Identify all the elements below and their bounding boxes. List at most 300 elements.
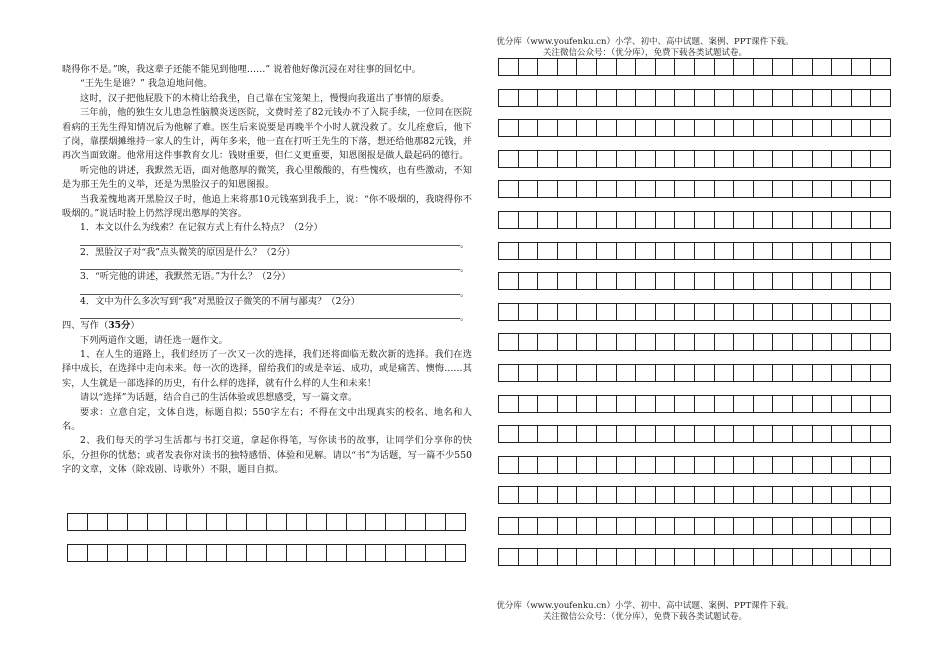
grid-cell[interactable] [675, 426, 695, 443]
grid-cell[interactable] [538, 151, 558, 168]
grid-cell[interactable] [695, 487, 715, 504]
grid-cell[interactable] [108, 545, 128, 562]
grid-cell[interactable] [636, 90, 656, 107]
grid-cell[interactable] [675, 334, 695, 351]
grid-cell[interactable] [852, 90, 872, 107]
grid-cell[interactable] [871, 457, 891, 474]
grid-cell[interactable] [597, 396, 617, 413]
grid-cell[interactable] [499, 90, 519, 107]
grid-cell[interactable] [499, 151, 519, 168]
grid-cell[interactable] [754, 396, 774, 413]
grid-cell[interactable] [813, 273, 833, 290]
grid-cell[interactable] [558, 151, 578, 168]
grid-cell[interactable] [597, 181, 617, 198]
grid-cell[interactable] [577, 549, 597, 566]
grid-cell[interactable] [617, 90, 637, 107]
grid-cell[interactable] [558, 243, 578, 260]
grid-cell[interactable] [519, 243, 539, 260]
grid-cell[interactable] [597, 243, 617, 260]
grid-cell[interactable] [852, 273, 872, 290]
grid-cell[interactable] [519, 365, 539, 382]
grid-cell[interactable] [754, 304, 774, 321]
grid-cell[interactable] [446, 514, 466, 531]
grid-cell[interactable] [754, 365, 774, 382]
grid-cell[interactable] [715, 365, 735, 382]
grid-cell[interactable] [832, 396, 852, 413]
grid-cell[interactable] [754, 181, 774, 198]
grid-cell[interactable] [773, 518, 793, 535]
grid-cell[interactable] [558, 334, 578, 351]
grid-cell[interactable] [519, 457, 539, 474]
grid-cell[interactable] [871, 304, 891, 321]
grid-cell[interactable] [617, 243, 637, 260]
grid-cell[interactable] [695, 518, 715, 535]
grid-cell[interactable] [538, 487, 558, 504]
writing-grid-row[interactable] [67, 544, 466, 562]
grid-cell[interactable] [577, 334, 597, 351]
grid-cell[interactable] [871, 212, 891, 229]
grid-cell[interactable] [715, 487, 735, 504]
grid-cell[interactable] [675, 59, 695, 76]
grid-cell[interactable] [734, 181, 754, 198]
grid-cell[interactable] [538, 90, 558, 107]
grid-cell[interactable] [793, 396, 813, 413]
grid-cell[interactable] [852, 212, 872, 229]
grid-cell[interactable] [813, 120, 833, 137]
grid-cell[interactable] [577, 487, 597, 504]
grid-cell[interactable] [558, 457, 578, 474]
writing-grid-row[interactable] [67, 513, 466, 531]
grid-cell[interactable] [577, 90, 597, 107]
grid-cell[interactable] [754, 243, 774, 260]
grid-cell[interactable] [577, 181, 597, 198]
grid-cell[interactable] [656, 334, 676, 351]
grid-cell[interactable] [832, 273, 852, 290]
grid-cell[interactable] [577, 457, 597, 474]
grid-cell[interactable] [499, 243, 519, 260]
grid-cell[interactable] [734, 334, 754, 351]
grid-cell[interactable] [538, 212, 558, 229]
grid-cell[interactable] [597, 457, 617, 474]
grid-cell[interactable] [128, 545, 148, 562]
grid-cell[interactable] [793, 243, 813, 260]
grid-cell[interactable] [813, 396, 833, 413]
grid-cell[interactable] [307, 514, 327, 531]
grid-cell[interactable] [656, 59, 676, 76]
grid-cell[interactable] [519, 273, 539, 290]
grid-cell[interactable] [754, 273, 774, 290]
grid-cell[interactable] [715, 90, 735, 107]
grid-cell[interactable] [267, 545, 287, 562]
grid-cell[interactable] [597, 426, 617, 443]
grid-cell[interactable] [695, 59, 715, 76]
grid-cell[interactable] [519, 396, 539, 413]
grid-cell[interactable] [499, 487, 519, 504]
grid-cell[interactable] [754, 59, 774, 76]
grid-cell[interactable] [519, 304, 539, 321]
grid-cell[interactable] [597, 365, 617, 382]
grid-cell[interactable] [656, 304, 676, 321]
grid-cell[interactable] [754, 487, 774, 504]
grid-cell[interactable] [734, 120, 754, 137]
grid-cell[interactable] [406, 514, 426, 531]
writing-grid-row[interactable] [498, 456, 891, 474]
writing-grid-row[interactable] [498, 425, 891, 443]
grid-cell[interactable] [871, 273, 891, 290]
grid-cell[interactable] [656, 426, 676, 443]
grid-cell[interactable] [871, 549, 891, 566]
grid-cell[interactable] [617, 334, 637, 351]
grid-cell[interactable] [852, 304, 872, 321]
grid-cell[interactable] [734, 151, 754, 168]
grid-cell[interactable] [695, 334, 715, 351]
grid-cell[interactable] [187, 514, 207, 531]
grid-cell[interactable] [636, 396, 656, 413]
grid-cell[interactable] [558, 365, 578, 382]
grid-cell[interactable] [597, 304, 617, 321]
grid-cell[interactable] [754, 151, 774, 168]
writing-grid-row[interactable] [498, 303, 891, 321]
grid-cell[interactable] [148, 514, 168, 531]
grid-cell[interactable] [519, 59, 539, 76]
grid-cell[interactable] [793, 212, 813, 229]
grid-cell[interactable] [558, 120, 578, 137]
grid-cell[interactable] [715, 120, 735, 137]
grid-cell[interactable] [773, 212, 793, 229]
grid-cell[interactable] [832, 90, 852, 107]
grid-cell[interactable] [577, 518, 597, 535]
grid-cell[interactable] [499, 549, 519, 566]
grid-cell[interactable] [695, 365, 715, 382]
grid-cell[interactable] [597, 273, 617, 290]
grid-cell[interactable] [793, 59, 813, 76]
grid-cell[interactable] [636, 487, 656, 504]
grid-cell[interactable] [813, 304, 833, 321]
grid-cell[interactable] [773, 90, 793, 107]
grid-cell[interactable] [852, 487, 872, 504]
grid-cell[interactable] [675, 365, 695, 382]
grid-cell[interactable] [871, 396, 891, 413]
grid-cell[interactable] [558, 59, 578, 76]
grid-cell[interactable] [499, 396, 519, 413]
grid-cell[interactable] [734, 518, 754, 535]
grid-cell[interactable] [852, 457, 872, 474]
grid-cell[interactable] [538, 120, 558, 137]
grid-cell[interactable] [832, 334, 852, 351]
grid-cell[interactable] [852, 396, 872, 413]
grid-cell[interactable] [636, 518, 656, 535]
grid-cell[interactable] [558, 426, 578, 443]
grid-cell[interactable] [558, 212, 578, 229]
grid-cell[interactable] [675, 273, 695, 290]
grid-cell[interactable] [675, 243, 695, 260]
grid-cell[interactable] [617, 487, 637, 504]
grid-cell[interactable] [307, 545, 327, 562]
grid-cell[interactable] [597, 59, 617, 76]
grid-cell[interactable] [871, 151, 891, 168]
writing-grid-row[interactable] [498, 333, 891, 351]
grid-cell[interactable] [832, 120, 852, 137]
grid-cell[interactable] [793, 151, 813, 168]
grid-cell[interactable] [832, 365, 852, 382]
grid-cell[interactable] [813, 243, 833, 260]
grid-cell[interactable] [577, 151, 597, 168]
grid-cell[interactable] [538, 457, 558, 474]
grid-cell[interactable] [617, 120, 637, 137]
grid-cell[interactable] [558, 518, 578, 535]
grid-cell[interactable] [519, 90, 539, 107]
grid-cell[interactable] [656, 90, 676, 107]
grid-cell[interactable] [327, 514, 347, 531]
grid-cell[interactable] [852, 59, 872, 76]
grid-cell[interactable] [287, 514, 307, 531]
grid-cell[interactable] [558, 273, 578, 290]
grid-cell[interactable] [167, 545, 187, 562]
grid-cell[interactable] [715, 426, 735, 443]
grid-cell[interactable] [773, 59, 793, 76]
grid-cell[interactable] [68, 545, 88, 562]
grid-cell[interactable] [617, 59, 637, 76]
grid-cell[interactable] [871, 59, 891, 76]
grid-cell[interactable] [577, 304, 597, 321]
grid-cell[interactable] [636, 151, 656, 168]
grid-cell[interactable] [754, 90, 774, 107]
grid-cell[interactable] [871, 120, 891, 137]
writing-grid-row[interactable] [498, 517, 891, 535]
grid-cell[interactable] [715, 304, 735, 321]
grid-cell[interactable] [813, 181, 833, 198]
grid-cell[interactable] [327, 545, 347, 562]
grid-cell[interactable] [499, 518, 519, 535]
grid-cell[interactable] [675, 549, 695, 566]
grid-cell[interactable] [538, 426, 558, 443]
grid-cell[interactable] [597, 487, 617, 504]
grid-cell[interactable] [675, 457, 695, 474]
grid-cell[interactable] [793, 181, 813, 198]
grid-cell[interactable] [852, 549, 872, 566]
grid-cell[interactable] [617, 396, 637, 413]
grid-cell[interactable] [656, 549, 676, 566]
grid-cell[interactable] [793, 90, 813, 107]
grid-cell[interactable] [636, 273, 656, 290]
grid-cell[interactable] [715, 59, 735, 76]
grid-cell[interactable] [793, 426, 813, 443]
grid-cell[interactable] [538, 334, 558, 351]
grid-cell[interactable] [734, 273, 754, 290]
grid-cell[interactable] [519, 212, 539, 229]
grid-cell[interactable] [577, 243, 597, 260]
grid-cell[interactable] [832, 181, 852, 198]
grid-cell[interactable] [88, 545, 108, 562]
grid-cell[interactable] [597, 549, 617, 566]
grid-cell[interactable] [656, 518, 676, 535]
grid-cell[interactable] [656, 273, 676, 290]
grid-cell[interactable] [148, 545, 168, 562]
grid-cell[interactable] [538, 549, 558, 566]
grid-cell[interactable] [68, 514, 88, 531]
grid-cell[interactable] [519, 151, 539, 168]
grid-cell[interactable] [558, 487, 578, 504]
grid-cell[interactable] [734, 365, 754, 382]
grid-cell[interactable] [832, 426, 852, 443]
grid-cell[interactable] [636, 334, 656, 351]
grid-cell[interactable] [734, 487, 754, 504]
grid-cell[interactable] [675, 90, 695, 107]
grid-cell[interactable] [832, 59, 852, 76]
grid-cell[interactable] [754, 334, 774, 351]
grid-cell[interactable] [813, 334, 833, 351]
grid-cell[interactable] [675, 212, 695, 229]
grid-cell[interactable] [538, 273, 558, 290]
grid-cell[interactable] [227, 545, 247, 562]
grid-cell[interactable] [734, 212, 754, 229]
grid-cell[interactable] [499, 426, 519, 443]
grid-cell[interactable] [871, 90, 891, 107]
grid-cell[interactable] [446, 545, 466, 562]
grid-cell[interactable] [813, 90, 833, 107]
grid-cell[interactable] [832, 518, 852, 535]
grid-cell[interactable] [832, 487, 852, 504]
grid-cell[interactable] [558, 396, 578, 413]
grid-cell[interactable] [656, 457, 676, 474]
writing-grid-row[interactable] [498, 119, 891, 137]
grid-cell[interactable] [538, 59, 558, 76]
grid-cell[interactable] [675, 396, 695, 413]
grid-cell[interactable] [734, 243, 754, 260]
grid-cell[interactable] [287, 545, 307, 562]
grid-cell[interactable] [247, 545, 267, 562]
grid-cell[interactable] [754, 518, 774, 535]
grid-cell[interactable] [852, 426, 872, 443]
grid-cell[interactable] [754, 457, 774, 474]
grid-cell[interactable] [695, 304, 715, 321]
grid-cell[interactable] [754, 120, 774, 137]
writing-grid-row[interactable] [498, 548, 891, 566]
grid-cell[interactable] [636, 243, 656, 260]
grid-cell[interactable] [538, 181, 558, 198]
grid-cell[interactable] [832, 549, 852, 566]
grid-cell[interactable] [247, 514, 267, 531]
grid-cell[interactable] [773, 487, 793, 504]
grid-cell[interactable] [499, 457, 519, 474]
grid-cell[interactable] [128, 514, 148, 531]
grid-cell[interactable] [852, 181, 872, 198]
grid-cell[interactable] [773, 457, 793, 474]
grid-cell[interactable] [871, 181, 891, 198]
grid-cell[interactable] [577, 426, 597, 443]
writing-grid-row[interactable] [498, 211, 891, 229]
grid-cell[interactable] [577, 273, 597, 290]
grid-cell[interactable] [267, 514, 287, 531]
grid-cell[interactable] [793, 549, 813, 566]
grid-cell[interactable] [597, 120, 617, 137]
grid-cell[interactable] [773, 151, 793, 168]
grid-cell[interactable] [538, 304, 558, 321]
grid-cell[interactable] [754, 549, 774, 566]
grid-cell[interactable] [813, 487, 833, 504]
grid-cell[interactable] [715, 334, 735, 351]
grid-cell[interactable] [695, 181, 715, 198]
grid-cell[interactable] [793, 304, 813, 321]
writing-grid-row[interactable] [498, 242, 891, 260]
grid-cell[interactable] [793, 365, 813, 382]
grid-cell[interactable] [675, 151, 695, 168]
grid-cell[interactable] [538, 243, 558, 260]
grid-cell[interactable] [754, 426, 774, 443]
grid-cell[interactable] [871, 487, 891, 504]
grid-cell[interactable] [793, 334, 813, 351]
grid-cell[interactable] [636, 426, 656, 443]
grid-cell[interactable] [426, 545, 446, 562]
grid-cell[interactable] [675, 487, 695, 504]
grid-cell[interactable] [734, 396, 754, 413]
grid-cell[interactable] [577, 59, 597, 76]
grid-cell[interactable] [734, 457, 754, 474]
grid-cell[interactable] [499, 120, 519, 137]
grid-cell[interactable] [695, 457, 715, 474]
grid-cell[interactable] [617, 518, 637, 535]
grid-cell[interactable] [538, 365, 558, 382]
grid-cell[interactable] [871, 426, 891, 443]
grid-cell[interactable] [636, 457, 656, 474]
grid-cell[interactable] [617, 304, 637, 321]
grid-cell[interactable] [695, 426, 715, 443]
grid-cell[interactable] [617, 212, 637, 229]
grid-cell[interactable] [617, 426, 637, 443]
grid-cell[interactable] [832, 304, 852, 321]
grid-cell[interactable] [617, 365, 637, 382]
grid-cell[interactable] [347, 545, 367, 562]
grid-cell[interactable] [715, 151, 735, 168]
grid-cell[interactable] [597, 90, 617, 107]
grid-cell[interactable] [88, 514, 108, 531]
grid-cell[interactable] [754, 212, 774, 229]
grid-cell[interactable] [773, 273, 793, 290]
grid-cell[interactable] [227, 514, 247, 531]
grid-cell[interactable] [773, 334, 793, 351]
grid-cell[interactable] [207, 514, 227, 531]
writing-grid-row[interactable] [498, 150, 891, 168]
answer-line-1[interactable]: 。 [80, 236, 460, 246]
grid-cell[interactable] [675, 120, 695, 137]
grid-cell[interactable] [773, 243, 793, 260]
grid-cell[interactable] [617, 457, 637, 474]
grid-cell[interactable] [734, 59, 754, 76]
grid-cell[interactable] [499, 273, 519, 290]
grid-cell[interactable] [636, 549, 656, 566]
grid-cell[interactable] [813, 365, 833, 382]
writing-grid-row[interactable] [498, 364, 891, 382]
grid-cell[interactable] [426, 514, 446, 531]
grid-cell[interactable] [675, 181, 695, 198]
grid-cell[interactable] [695, 273, 715, 290]
writing-grid-row[interactable] [498, 89, 891, 107]
grid-cell[interactable] [695, 212, 715, 229]
grid-cell[interactable] [617, 273, 637, 290]
answer-line-2[interactable]: 。 [80, 260, 460, 270]
grid-cell[interactable] [597, 151, 617, 168]
grid-cell[interactable] [519, 334, 539, 351]
grid-cell[interactable] [734, 549, 754, 566]
grid-cell[interactable] [695, 90, 715, 107]
grid-cell[interactable] [558, 90, 578, 107]
grid-cell[interactable] [577, 212, 597, 229]
grid-cell[interactable] [597, 334, 617, 351]
grid-cell[interactable] [734, 304, 754, 321]
grid-cell[interactable] [675, 518, 695, 535]
grid-cell[interactable] [636, 304, 656, 321]
grid-cell[interactable] [695, 396, 715, 413]
